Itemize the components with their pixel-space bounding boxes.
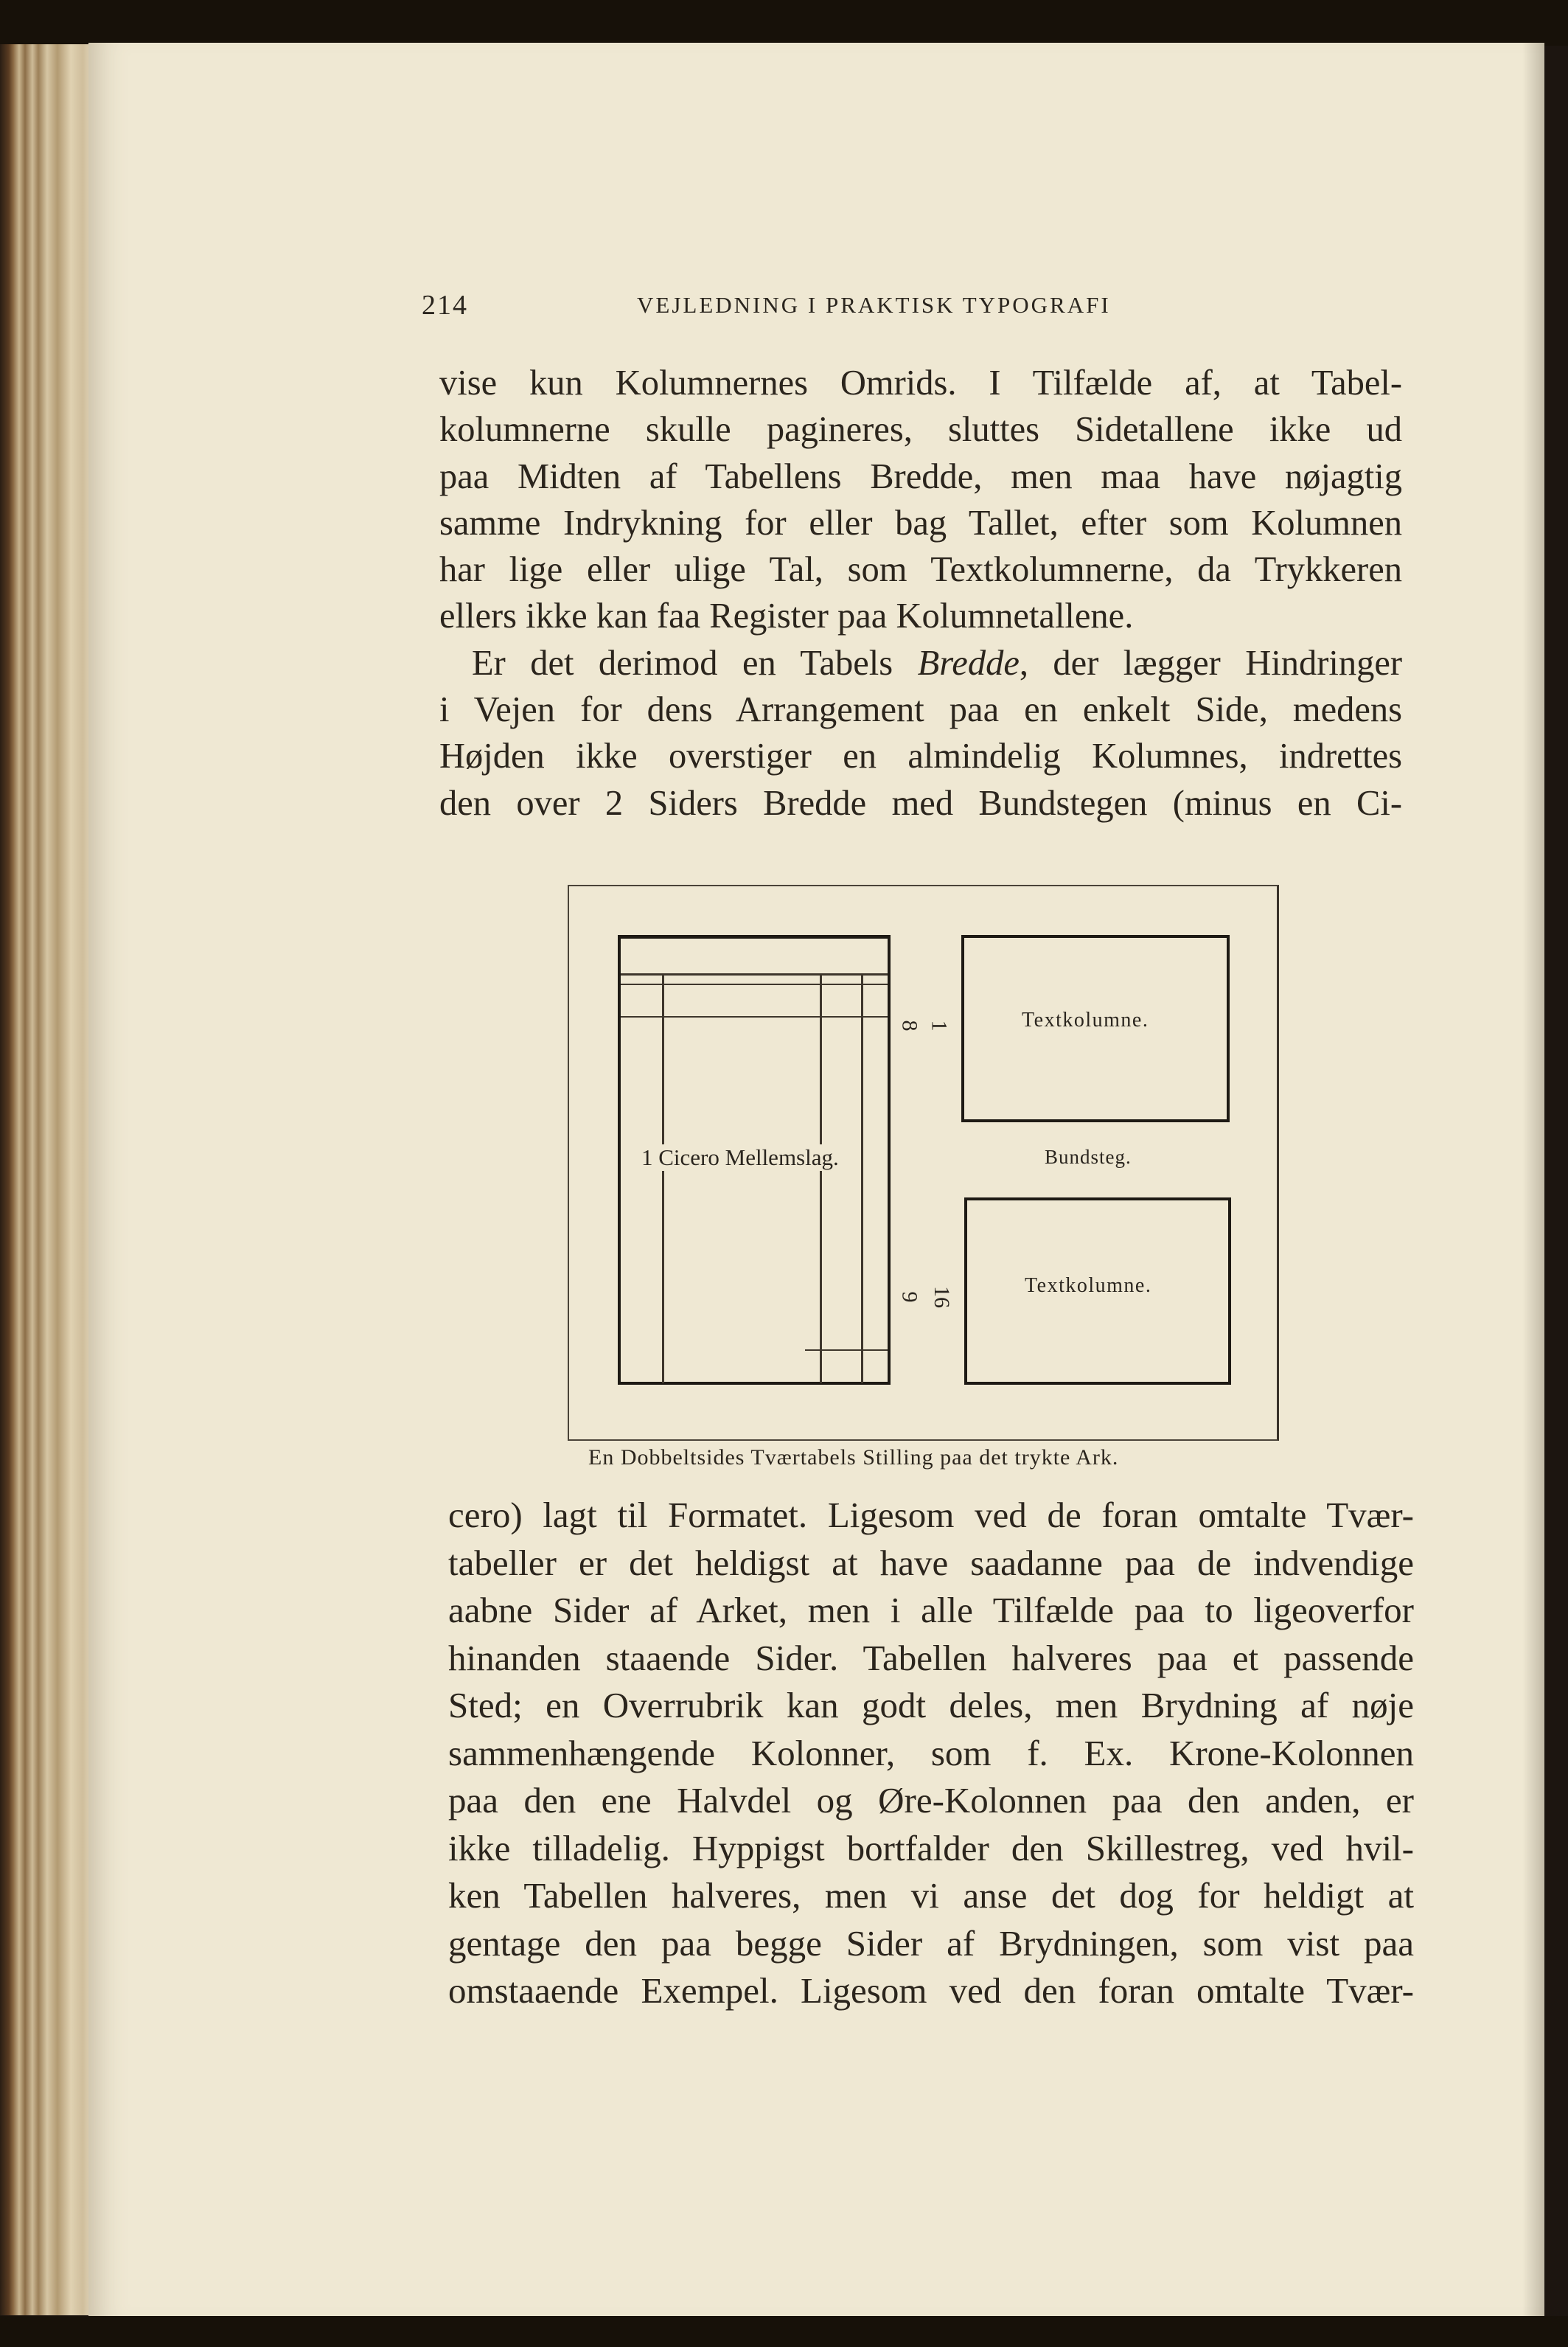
- page-num-1: 1: [927, 1020, 952, 1032]
- text-line: kolumnerne skulle pagineres, sluttes Sidetallene ikke ud: [439, 410, 1402, 450]
- text-line: omstaaende Exempel. Ligesom ved den foran omtalte Tvær-: [448, 1970, 1414, 2011]
- text-line: ken Tabellen halveres, men vi anse det dog for heldigt at: [448, 1875, 1414, 1916]
- running-head: [422, 289, 1181, 333]
- italic-word: Bredde: [917, 643, 1020, 683]
- scan-bottom-border: [0, 2316, 1568, 2347]
- text-line: Højden ikke overstiger en almindelig Kolumnes, indrettes: [439, 737, 1402, 776]
- text-line: sammenhængende Kolonner, som f. Ex. Krone-Kolonnen: [448, 1732, 1414, 1773]
- page-num-8: 8: [897, 1020, 922, 1032]
- text-line: paa Midten af Tabellens Bredde, men maa have nøjagtig: [439, 456, 1402, 496]
- text-line: Sted; en Overrubrik kan godt deles, men Brydning af nøje: [448, 1685, 1414, 1725]
- text-column-top-label: Textkolumne.: [1022, 1009, 1149, 1032]
- text-line: samme Indrykning for eller bag Tallet, efter som Kolumnen: [439, 503, 1402, 543]
- table-header-rule: [621, 973, 888, 976]
- page-num-9: 9: [897, 1291, 922, 1303]
- text-line-with-italic: Er det derimod en Tabels Bredde, der lægger Hindringer: [472, 643, 1402, 683]
- text-line: gentage den paa begge Sider af Brydningen, som vist paa: [448, 1922, 1414, 1964]
- figure-caption: En Dobbeltsides Tværtabels Stilling paa det trykte Ark.: [588, 1445, 1119, 1470]
- text-line: har lige eller ulige Tal, som Textkolumnerne, da Trykkeren: [439, 550, 1402, 590]
- text-line: ikke tilladelig. Hyppigst bortfalder den Skillestreg, ved hvil-: [448, 1827, 1414, 1868]
- text-line: paa den ene Halvdel og Øre-Kolonnen paa den anden, er: [448, 1780, 1414, 1821]
- text-column-bottom-label: Textkolumne.: [1025, 1274, 1152, 1297]
- text-line: cero) lagt til Formatet. Ligesom ved de foran omtalte Tvær-: [448, 1495, 1414, 1535]
- table-rule: [621, 984, 888, 985]
- table-column-rule: [662, 973, 664, 1383]
- text-line: aabne Sider af Arket, men i alle Tilfælde paa to ligeoverfor: [448, 1590, 1414, 1630]
- text-line: vise kun Kolumnernes Omrids. I Tilfælde af, at Tabel-: [439, 364, 1402, 403]
- bundsteg-label: Bundsteg.: [1045, 1146, 1132, 1168]
- layout-diagram: [568, 885, 1279, 1441]
- page-num-16: 16: [930, 1286, 954, 1308]
- body-text-top: [439, 360, 1402, 827]
- text-line: ellers ikke kan faa Register paa Kolumnetallene.: [439, 597, 1134, 636]
- table-rule: [805, 1349, 888, 1351]
- table-column-rule: [820, 973, 822, 1383]
- interstice-label: 1 Cicero Mellemslag.: [637, 1144, 843, 1171]
- body-text-bottom: [448, 1492, 1414, 2015]
- text-line: den over 2 Siders Bredde med Bundstegen (minus en Ci-: [439, 783, 1402, 823]
- page-number: 214: [422, 290, 468, 321]
- running-title: VEJLEDNING I PRAKTISK TYPOGRAFI: [637, 292, 1111, 318]
- text-column-top: [961, 935, 1230, 1122]
- page-shadow: [1522, 43, 1544, 2318]
- table-rule: [621, 1016, 888, 1018]
- table-column-rule: [861, 973, 863, 1383]
- text-line: tabeller er det heldigst at have saadanne paa de indvendige: [448, 1542, 1414, 1583]
- text-line: hinanden staaende Sider. Tabellen halveres paa et passende: [448, 1637, 1414, 1678]
- scan-top-border: [0, 0, 1568, 46]
- text-column-bottom: [964, 1197, 1231, 1385]
- text-line: i Vejen for dens Arrangement paa en enkelt Side, medens: [439, 690, 1402, 730]
